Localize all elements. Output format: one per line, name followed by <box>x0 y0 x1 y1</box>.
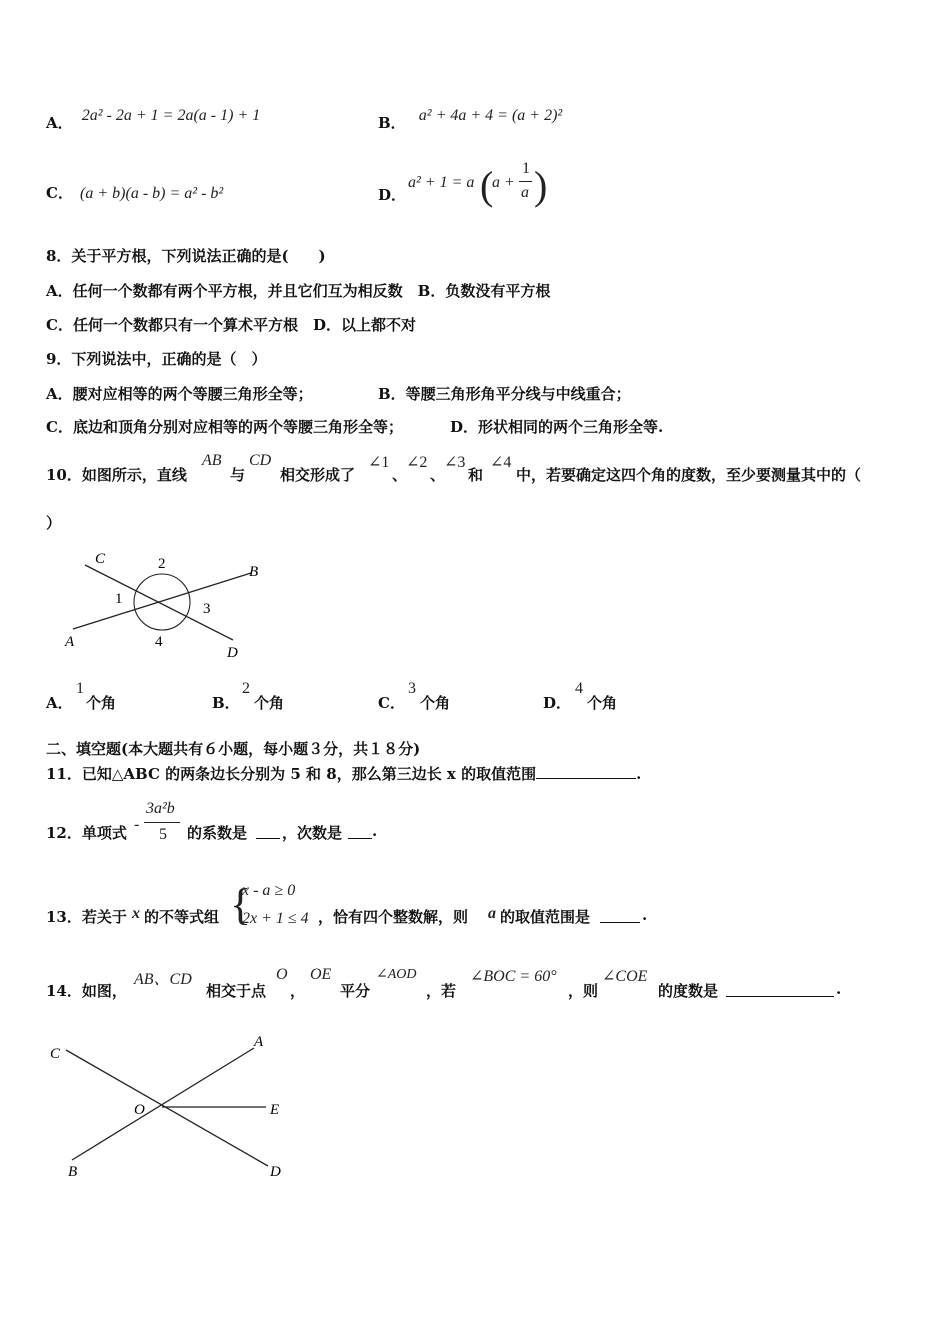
q10-close-paren: ） <box>46 514 62 532</box>
q12-end: . <box>372 822 378 840</box>
q11-end: . <box>636 765 642 783</box>
line-ab <box>72 1048 254 1160</box>
option-number: 2 <box>242 680 250 697</box>
q14-figure <box>42 1030 302 1180</box>
q11 <box>46 763 641 784</box>
q14-bisects: 平分 <box>340 982 371 1000</box>
q9-option-d: D．形状相同的两个三角形全等. <box>450 418 664 436</box>
option-math-inner: a + <box>492 174 515 191</box>
option-unit: 个角 <box>420 694 451 712</box>
option-label: D． <box>378 186 407 204</box>
q14-end: . <box>836 980 842 998</box>
angle-3: ∠3 <box>444 454 466 471</box>
option-label: C． <box>46 184 73 202</box>
q13-end: . <box>642 906 648 924</box>
option-label: B． <box>212 694 240 712</box>
q12-mid: 的系数是 <box>187 824 248 842</box>
inequality-1: x - a ≥ 0 <box>242 882 296 899</box>
option-unit: 个角 <box>254 694 285 712</box>
q8-options-line1: A．任何一个数都有两个平方根，并且它们互为相反数 B．负数没有平方根 <box>46 282 551 300</box>
label-e: E <box>270 1102 280 1118</box>
label-b: B <box>249 564 259 580</box>
q7-option-b <box>378 107 563 133</box>
q14-number: 14．如图， <box>46 982 127 1000</box>
fraction-bar <box>144 822 180 823</box>
option-label: C． <box>378 694 405 712</box>
q10-tail: 中，若要确定这四个角的度数，至少要测量其中的（ <box>516 466 862 484</box>
q10-mid: 相交形成了 <box>280 466 356 484</box>
q9-stem: 9．下列说法中，正确的是（ ） <box>46 350 267 368</box>
separator: 、 <box>430 466 446 484</box>
label-4: 4 <box>155 634 163 650</box>
label-c: C <box>95 551 106 567</box>
q14-then: ，则 <box>568 982 599 1000</box>
angle-1: ∠1 <box>368 454 390 471</box>
q9-option-b: B．等腰三角形角平分线与中线重合； <box>378 385 631 403</box>
fraction-numerator: 3a²b <box>146 800 175 817</box>
label-o: O <box>134 1102 145 1118</box>
angle-aod: ∠AOD <box>376 967 417 982</box>
option-math: (a + b)(a - b) = a² - b² <box>80 185 224 202</box>
q14-tail: 的度数是 <box>658 982 719 1000</box>
paren-close: ) <box>534 163 548 208</box>
q13-mid: 的不等式组 <box>144 908 220 926</box>
option-math: 2a² - 2a + 1 = 2a(a - 1) + 1 <box>81 107 261 124</box>
label-3: 3 <box>203 601 211 617</box>
line-cd <box>66 1050 268 1166</box>
answer-blank <box>726 996 834 997</box>
q8-options-line2: C．任何一个数都只有一个算术平方根 D．以上都不对 <box>46 316 416 334</box>
label-1: 1 <box>115 591 123 607</box>
option-label: A． <box>46 694 73 712</box>
q12-mid2: ，次数是 <box>282 824 343 842</box>
q14 <box>46 964 926 1000</box>
option-label: D． <box>543 694 572 712</box>
inequality-2: 2x + 1 ≤ 4 <box>242 910 309 927</box>
label-c: C <box>50 1046 61 1062</box>
label-d: D <box>227 645 238 661</box>
option-label: B． <box>378 114 406 132</box>
angle-coe: ∠COE <box>602 968 648 985</box>
line-ab: AB <box>202 452 222 469</box>
option-label: A． <box>46 114 73 132</box>
ray-oe: OE <box>310 966 332 983</box>
fraction-bar <box>519 181 532 182</box>
fraction-denominator: a <box>521 184 529 201</box>
section-2-heading: 二、填空题(本大题共有６小题，每小题３分，共１８分) <box>46 740 421 758</box>
q10-figure <box>55 545 285 665</box>
condition-boc: ∠BOC = 60° <box>470 968 557 985</box>
q14-comma: ， <box>290 982 306 1000</box>
minus-sign: - <box>134 816 140 833</box>
q7-option-c <box>46 182 223 203</box>
q9-option-c: C．底边和顶角分别对应相等的两个等腰三角形全等； <box>46 418 403 436</box>
line-ab <box>73 573 251 629</box>
fraction-denominator: 5 <box>159 826 167 843</box>
system-brace: { <box>230 880 252 929</box>
q13-tail: ，恰有四个整数解，则 <box>318 908 469 926</box>
q10-with: 与 <box>230 466 246 484</box>
option-number: 3 <box>408 680 416 697</box>
line-cd: CD <box>249 452 272 469</box>
q14-mid: 相交于点 <box>206 982 267 1000</box>
q8-stem: 8．关于平方根，下列说法正确的是( ) <box>46 247 326 265</box>
q13-number: 13．若关于 <box>46 908 127 926</box>
lines-ab-cd: AB、CD <box>134 971 192 988</box>
variable-a: a <box>488 905 496 922</box>
label-2: 2 <box>158 556 166 572</box>
fraction-numerator: 1 <box>522 160 530 177</box>
q7-option-a <box>46 107 261 133</box>
q12-number: 12．单项式 <box>46 824 127 842</box>
angle-2: ∠2 <box>406 454 428 471</box>
variable-x: x <box>132 905 140 922</box>
degree-blank <box>348 838 372 839</box>
angle-circle <box>134 574 190 630</box>
answer-blank <box>600 922 640 923</box>
q11-text: 11．已知△ABC 的两条边长分别为 5 和 8，那么第三边长 x 的取值范围 <box>46 765 537 783</box>
q12 <box>46 798 446 848</box>
option-math-left: a² + 1 = a <box>408 174 475 191</box>
q10-stem <box>46 452 926 486</box>
answer-blank <box>536 778 636 779</box>
coefficient-blank <box>256 838 280 839</box>
option-number: 1 <box>76 680 84 697</box>
q10-and: 和 <box>468 466 484 484</box>
q9-option-a: A．腰对应相等的两个等腰三角形全等； <box>46 385 313 403</box>
label-b: B <box>68 1164 78 1180</box>
label-a: A <box>254 1034 264 1050</box>
option-unit: 个角 <box>86 694 117 712</box>
point-o: O <box>276 966 288 983</box>
label-d: D <box>270 1164 281 1180</box>
option-math: a² + 4a + 4 = (a + 2)² <box>418 107 563 124</box>
option-number: 4 <box>575 680 583 697</box>
option-unit: 个角 <box>587 694 618 712</box>
separator: 、 <box>392 466 408 484</box>
q10-number: 10．如图所示，直线 <box>46 466 187 484</box>
q13-tail2: 的取值范围是 <box>500 908 591 926</box>
angle-4: ∠4 <box>490 454 512 471</box>
paren-open: ( <box>480 163 494 208</box>
q14-if: ，若 <box>426 982 457 1000</box>
label-a: A <box>65 634 75 650</box>
q13 <box>46 878 746 936</box>
